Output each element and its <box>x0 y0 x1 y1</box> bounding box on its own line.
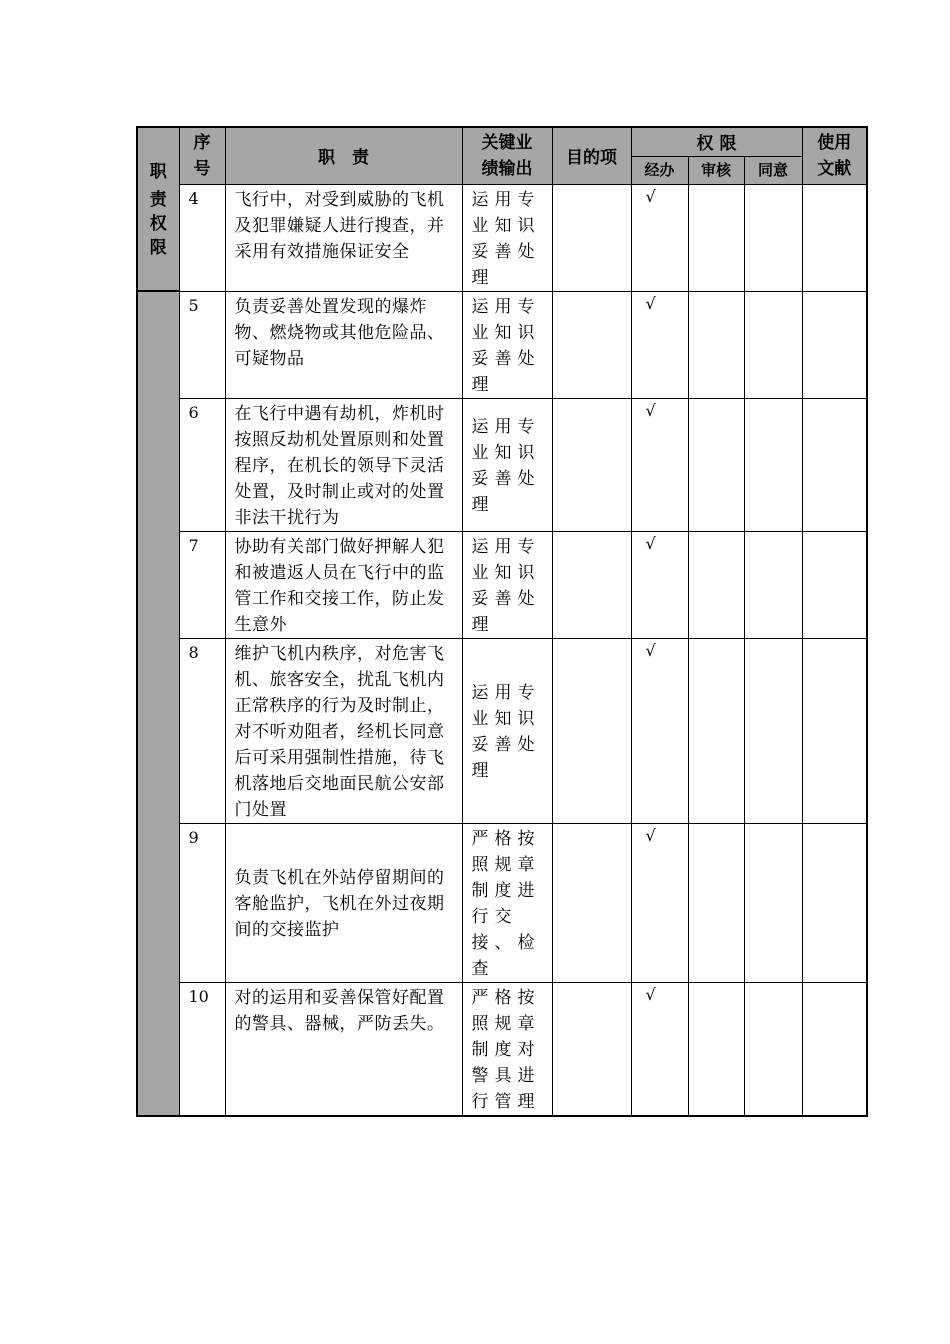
section-label-char: 责 <box>149 190 167 210</box>
duty-cell: 负责飞机在外站停留期间的客舱监护，飞机在外过夜期间的交接监护 <box>225 823 462 982</box>
table-row <box>137 531 867 638</box>
table-row <box>137 982 867 1116</box>
check-mark: √ <box>631 184 688 291</box>
seq-cell: 8 <box>179 638 225 823</box>
check-mark: √ <box>631 982 688 1116</box>
purpose-cell <box>552 531 631 638</box>
duty-cell: 负责妥善处置发现的爆炸物、燃烧物或其他危险品、可疑物品 <box>225 291 462 398</box>
review-cell <box>688 531 744 638</box>
duty-cell: 对的运用和妥善保管好配置的警具、器械，严防丢失。 <box>225 982 462 1116</box>
kpo-cell: 运用专业知识妥善处理 <box>462 184 552 291</box>
purpose-cell <box>552 638 631 823</box>
kpo-cell: 严格按照规章制度进行交接、检查 <box>462 823 552 982</box>
section-label-top: 职 <box>149 162 167 182</box>
docs-header: 使用文献 <box>802 127 867 184</box>
table-row <box>137 638 867 823</box>
docs-cell <box>802 531 867 638</box>
seq-cell: 7 <box>179 531 225 638</box>
section-label-char: 限 <box>149 238 167 258</box>
check-mark: √ <box>631 531 688 638</box>
section-side-fill <box>137 291 179 1116</box>
docs-cell <box>802 291 867 398</box>
approve-cell <box>744 291 802 398</box>
kpo-header: 关键业绩输出 <box>462 127 552 184</box>
section-label-char: 权 <box>149 214 167 234</box>
check-mark: √ <box>631 291 688 398</box>
table-row <box>137 184 867 291</box>
table-row <box>137 823 867 982</box>
docs-cell <box>802 823 867 982</box>
authority-approve-header: 同意 <box>744 156 802 184</box>
seq-cell: 10 <box>179 982 225 1116</box>
docs-cell <box>802 184 867 291</box>
review-cell <box>688 291 744 398</box>
docs-cell <box>802 982 867 1116</box>
review-cell <box>688 638 744 823</box>
approve-cell <box>744 531 802 638</box>
check-mark: √ <box>631 638 688 823</box>
duty-header: 职 责 <box>225 127 462 184</box>
review-cell <box>688 184 744 291</box>
section-label-cell-rest <box>137 184 179 291</box>
table-row <box>137 398 867 531</box>
duty-cell: 维护飞机内秩序，对危害飞机、旅客安全，扰乱飞机内正常秩序的行为及时制止，对不听劝阻者，经机长同意后可采用强制性措施，待飞机落地后交地面民航公安部门处置 <box>225 638 462 823</box>
kpo-cell: 运用专业知识妥善处理 <box>462 638 552 823</box>
docs-cell <box>802 398 867 531</box>
seq-cell: 6 <box>179 398 225 531</box>
review-cell <box>688 982 744 1116</box>
section-label-cell <box>137 127 179 184</box>
seq-cell: 5 <box>179 291 225 398</box>
approve-cell <box>744 823 802 982</box>
check-mark: √ <box>631 823 688 982</box>
authority-header: 权 限 <box>631 127 802 156</box>
docs-cell <box>802 638 867 823</box>
seq-cell: 9 <box>179 823 225 982</box>
check-mark: √ <box>631 398 688 531</box>
purpose-header: 目的项 <box>552 127 631 184</box>
duty-cell: 在飞行中遇有劫机，炸机时按照反劫机处置原则和处置程序，在机长的领导下灵活处置，及时制止或对的处置非法干扰行为 <box>225 398 462 531</box>
kpo-cell: 运用专业知识妥善处理 <box>462 291 552 398</box>
kpo-cell: 运用专业知识妥善处理 <box>462 531 552 638</box>
purpose-cell <box>552 823 631 982</box>
kpo-cell: 严格按照规章制度对警具进行管理 <box>462 982 552 1116</box>
approve-cell <box>744 184 802 291</box>
review-cell <box>688 398 744 531</box>
approve-cell <box>744 398 802 531</box>
duty-cell: 协助有关部门做好押解人犯和被遣返人员在飞行中的监管工作和交接工作，防止发生意外 <box>225 531 462 638</box>
table-row <box>137 291 867 398</box>
approve-cell <box>744 638 802 823</box>
seq-header: 序号 <box>179 127 225 184</box>
duty-table <box>136 126 868 1117</box>
review-cell <box>688 823 744 982</box>
kpo-cell: 运用专业知识妥善处理 <box>462 398 552 531</box>
purpose-cell <box>552 184 631 291</box>
purpose-cell <box>552 291 631 398</box>
duty-cell: 飞行中，对受到威胁的飞机及犯罪嫌疑人进行搜查，并采用有效措施保证安全 <box>225 184 462 291</box>
authority-handle-header: 经办 <box>631 156 688 184</box>
seq-cell: 4 <box>179 184 225 291</box>
authority-review-header: 审核 <box>688 156 744 184</box>
purpose-cell <box>552 398 631 531</box>
purpose-cell <box>552 982 631 1116</box>
approve-cell <box>744 982 802 1116</box>
